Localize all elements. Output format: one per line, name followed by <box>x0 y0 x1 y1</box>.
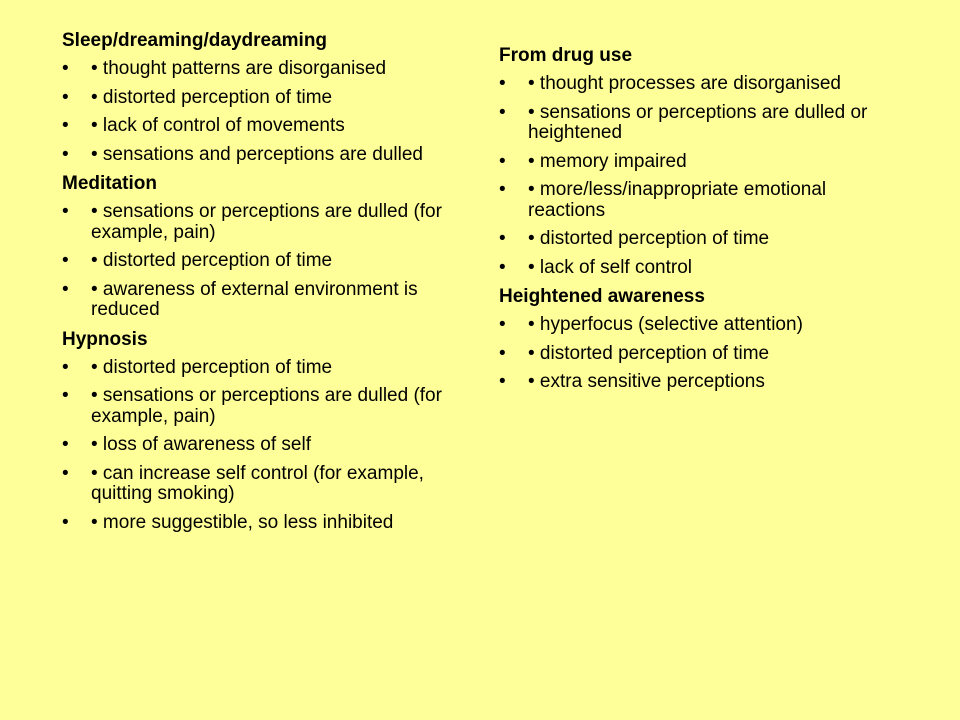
bullet-icon: • <box>499 256 506 278</box>
list-item <box>62 435 462 456</box>
list-item <box>499 103 899 144</box>
bullet-icon: • <box>499 150 506 172</box>
bullet-icon: • <box>499 179 506 200</box>
bullet-icon: • <box>62 356 69 378</box>
list-item <box>499 152 899 173</box>
bullet-icon: • <box>62 250 69 271</box>
list-item <box>62 464 462 505</box>
section-sleep-dreaming <box>62 30 462 165</box>
list-item <box>62 280 462 321</box>
section-heading: Sleep/dreaming/daydreaming <box>62 30 328 51</box>
list-item <box>62 202 462 243</box>
item-text: • lack of control of movements <box>91 115 345 136</box>
left-column <box>62 0 462 541</box>
item-text: • more/less/inappropriate emotional reactions <box>528 179 827 221</box>
bullet-icon: • <box>499 228 506 249</box>
item-text: • hyperfocus (selective attention) <box>528 314 803 335</box>
item-list <box>62 59 462 165</box>
item-text: • memory impaired <box>528 150 687 172</box>
list-item <box>499 180 899 221</box>
item-text: • distorted perception of time <box>91 250 333 271</box>
bullet-icon: • <box>62 115 69 136</box>
item-text: • lack of self control <box>528 256 692 278</box>
list-item <box>62 358 462 379</box>
item-text: • sensations or perceptions are dulled (for example, pain) <box>91 201 442 243</box>
item-text: • distorted perception of time <box>91 86 333 108</box>
bullet-icon: • <box>62 511 69 533</box>
list-item <box>62 145 462 166</box>
section-heading: Meditation <box>62 173 157 194</box>
list-item <box>499 258 899 279</box>
item-list <box>62 202 462 321</box>
item-text: • awareness of external environment is reduced <box>91 278 418 320</box>
item-text: • sensations and perceptions are dulled <box>91 143 423 165</box>
item-text: • more suggestible, so less inhibited <box>91 511 394 533</box>
list-item <box>499 372 899 393</box>
item-list <box>499 74 899 278</box>
section-meditation <box>62 173 462 321</box>
list-item <box>62 88 462 109</box>
section-heightened-awareness <box>499 286 899 393</box>
item-text: • can increase self control (for example, quitting smoking) <box>91 462 424 504</box>
list-item <box>499 229 899 250</box>
section-heading: From drug use <box>499 45 633 66</box>
list-item <box>62 386 462 427</box>
bullet-icon: • <box>62 86 69 108</box>
item-text: • distorted perception of time <box>528 342 770 364</box>
list-item <box>499 315 899 336</box>
list-item <box>62 251 462 272</box>
item-text: • thought patterns are disorganised <box>91 58 387 79</box>
list-item <box>62 116 462 137</box>
item-list <box>499 315 899 393</box>
item-text: • distorted perception of time <box>528 228 770 249</box>
bullet-icon: • <box>499 342 506 364</box>
item-text: • loss of awareness of self <box>91 434 311 455</box>
item-list <box>62 358 462 534</box>
item-text: • sensations or perceptions are dulled or heightened <box>528 101 868 143</box>
bullet-icon: • <box>499 371 506 392</box>
bullet-icon: • <box>62 143 69 165</box>
right-column <box>499 0 899 401</box>
section-heading: Hypnosis <box>62 328 148 350</box>
bullet-icon: • <box>62 462 69 484</box>
section-hypnosis <box>62 329 462 534</box>
list-item <box>499 344 899 365</box>
bullet-icon: • <box>499 314 506 335</box>
list-item <box>62 513 462 534</box>
bullet-icon: • <box>62 278 69 300</box>
item-text: • extra sensitive perceptions <box>528 371 765 392</box>
bullet-icon: • <box>62 385 69 406</box>
section-heading: Heightened awareness <box>499 286 705 307</box>
bullet-icon: • <box>499 101 506 123</box>
list-item <box>499 74 899 95</box>
list-item <box>62 59 462 80</box>
bullet-icon: • <box>62 201 69 222</box>
item-text: • thought processes are disorganised <box>528 73 841 94</box>
section-drug-use <box>499 45 899 278</box>
bullet-icon: • <box>62 434 69 455</box>
item-text: • sensations or perceptions are dulled (for example, pain) <box>91 385 442 427</box>
item-text: • distorted perception of time <box>91 356 333 378</box>
bullet-icon: • <box>62 58 69 79</box>
bullet-icon: • <box>499 73 506 94</box>
